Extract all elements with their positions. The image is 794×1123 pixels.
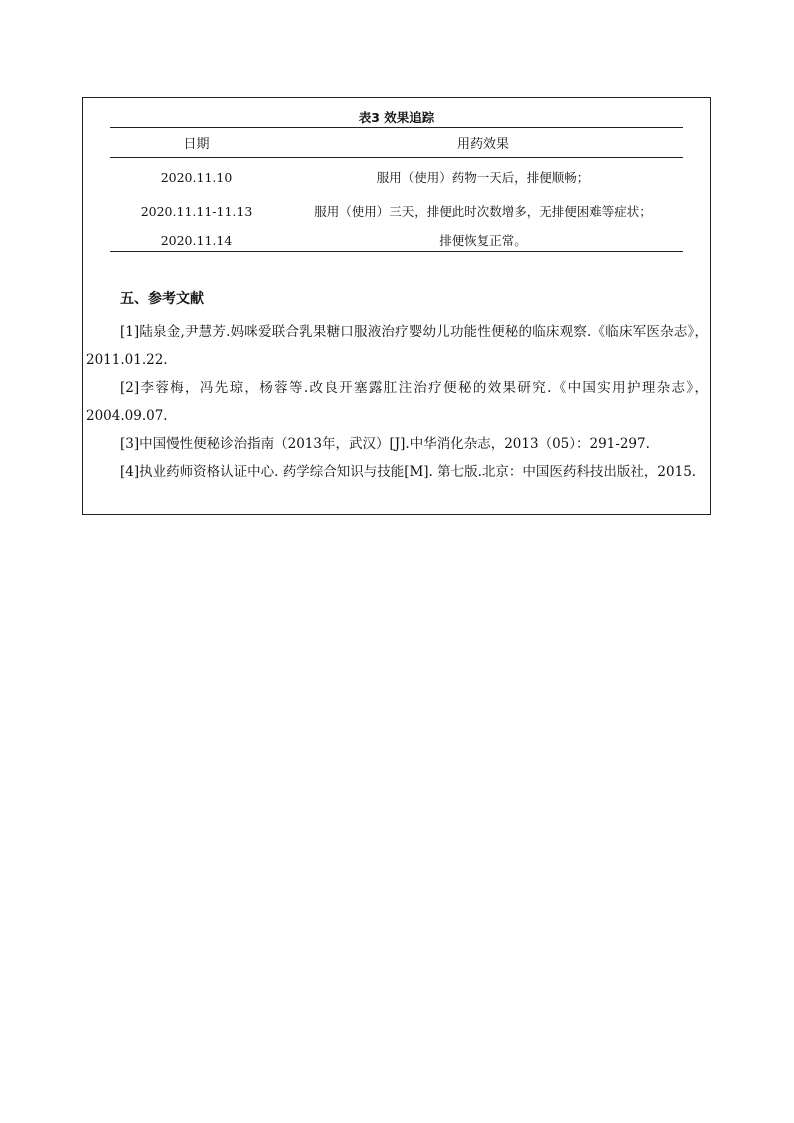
table-row-1-date: 2020.11.10: [160, 170, 233, 185]
reference-item-4: [4]执业药师资格认证中心. 药学综合知识与技能[M]. 第七版.北京：中国医药科技出版社，2015.: [120, 464, 697, 480]
table-header-effect: 用药效果: [456, 137, 509, 152]
reference-item-2: [2]李蓉梅，冯先琼，杨蓉等.改良开塞露肛注治疗便秘的效果研究.《中国实用护理杂志》，2004.09.07.: [86, 380, 708, 424]
references-heading: 五、参考文献: [120, 291, 204, 307]
reference-item-3: [3]中国慢性便秘诊治指南（2013年，武汉）[J].中华消化杂志，2013（05）：291-297.: [120, 436, 650, 452]
table-header-date: 日期: [183, 137, 210, 152]
table-row-3-date: 2020.11.14: [160, 233, 233, 248]
table-row-2-effect: 服用（使用）三天，排便此时次数增多，无排便困难等症状；: [314, 204, 652, 219]
references-list: [86, 318, 708, 486]
document-frame: [82, 97, 711, 515]
table-top-rule: [110, 127, 683, 128]
reference-item-1: [1]陆泉金,尹慧芳.妈咪爱联合乳果糖口服液治疗婴幼儿功能性便秘的临床观察.《临床军医杂志》，2011.01.22.: [86, 324, 708, 368]
table-header-rule: [110, 157, 683, 158]
table-row-2-date: 2020.11.11-11.13: [140, 204, 253, 219]
table-title: 表3 效果追踪: [358, 110, 435, 125]
table-bottom-rule: [110, 251, 683, 252]
table-row-1-effect: 服用（使用）药物一天后，排便顺畅；: [376, 170, 590, 185]
table-row-3-effect: 排便恢复正常。: [439, 233, 527, 248]
